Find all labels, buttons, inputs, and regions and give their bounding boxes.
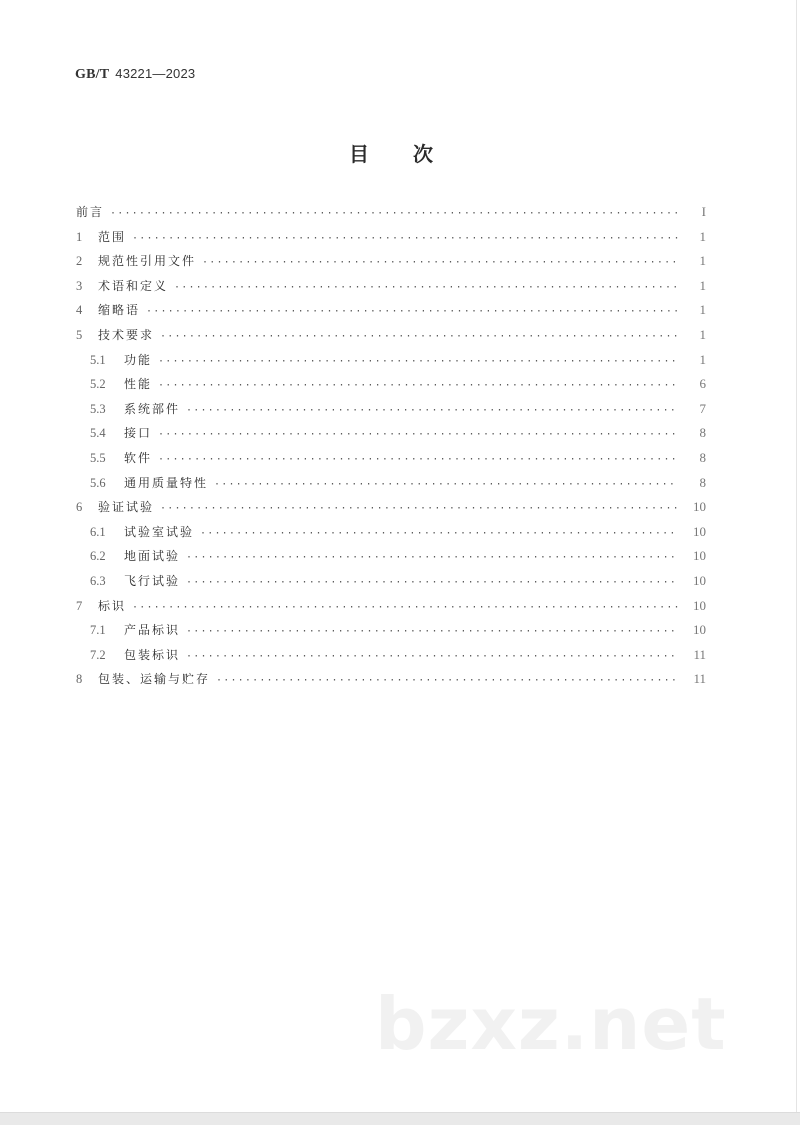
toc-entry-page: 10 <box>693 548 706 564</box>
toc-leader-dots <box>158 429 678 440</box>
page-separator <box>0 1112 800 1126</box>
toc-leader-dots <box>146 306 678 317</box>
toc-leader-dots <box>186 405 678 416</box>
toc-entry-number: 5.1 <box>90 352 106 367</box>
toc-leader-dots <box>186 651 678 662</box>
toc-entry[interactable] <box>76 498 706 523</box>
toc-entry-number: 5.4 <box>90 426 106 441</box>
toc-entry[interactable] <box>76 523 706 548</box>
toc-entry-label: 技术要求 <box>98 327 155 342</box>
toc-entry-page: 8 <box>699 425 706 441</box>
toc-entry[interactable] <box>76 228 706 253</box>
toc-entry[interactable] <box>76 597 706 622</box>
toc-entry-page: 11 <box>693 671 706 687</box>
toc-entry-page: I <box>701 204 706 219</box>
toc-leader-dots <box>186 626 678 637</box>
toc-entry-page: 10 <box>693 499 706 515</box>
toc-entry-label: 术语和定义 <box>98 278 169 293</box>
toc-entry-number: 6.1 <box>90 524 106 539</box>
toc-leader-dots <box>158 356 678 367</box>
toc-entry-number: 6 <box>76 500 83 515</box>
toc-leader-dots <box>132 602 678 613</box>
toc-entry-page: 10 <box>693 597 706 613</box>
toc-leader-dots <box>110 208 678 219</box>
toc-title <box>0 138 782 167</box>
toc-title-char-1: 目 <box>349 142 369 166</box>
toc-entry-number: 6.3 <box>90 573 106 588</box>
toc-entry-label: 地面试验 <box>124 549 181 564</box>
toc-entry-label: 性能 <box>124 377 153 392</box>
toc-entry-number: 7.1 <box>90 623 106 638</box>
toc-entry-number: 5.3 <box>90 401 106 416</box>
toc-entry-label: 通用质量特性 <box>124 475 209 490</box>
toc-entry-label: 前言 <box>76 205 105 219</box>
toc-entry-label: 软件 <box>124 450 153 465</box>
toc-entry[interactable] <box>76 449 706 474</box>
toc-leader-dots <box>202 257 678 268</box>
toc-entry[interactable] <box>76 646 706 671</box>
toc-entry-number: 1 <box>76 229 83 244</box>
toc-entry[interactable] <box>76 277 706 302</box>
toc-entry-label: 标识 <box>98 598 127 613</box>
toc-entry[interactable] <box>76 424 706 449</box>
toc-entry-label: 接口 <box>124 426 153 441</box>
toc-entry[interactable] <box>76 547 706 572</box>
next-page-edge <box>0 1125 800 1134</box>
toc-entry[interactable] <box>76 326 706 351</box>
toc-leader-dots <box>160 503 678 514</box>
toc-leader-dots <box>158 380 678 391</box>
toc-entry-number: 4 <box>76 303 83 318</box>
toc-title-char-2: 次 <box>413 142 433 166</box>
toc-leader-dots <box>214 479 678 490</box>
toc-entry-label: 缩略语 <box>98 303 141 318</box>
toc-entry-page: 10 <box>693 572 706 588</box>
toc-entry-label: 包装标识 <box>124 647 181 662</box>
toc-entry[interactable] <box>76 670 706 695</box>
toc-entry-page: 7 <box>699 400 706 416</box>
toc-entry-label: 试验室试验 <box>124 524 195 539</box>
toc-entry-page: 11 <box>693 646 706 662</box>
toc-leader-dots <box>200 528 678 539</box>
toc-leader-dots <box>174 282 678 293</box>
toc-entry-number: 7.2 <box>90 647 106 662</box>
toc-entry[interactable] <box>76 252 706 277</box>
toc-entry-page: 1 <box>699 277 706 293</box>
standard-prefix: GB/T <box>75 67 110 82</box>
toc-entry-number: 8 <box>76 672 83 687</box>
toc-entry-page: 1 <box>699 351 706 367</box>
toc-entry-page: 1 <box>699 253 706 269</box>
toc-entry-number: 5 <box>76 327 83 342</box>
watermark: bzxz.net <box>375 982 727 1066</box>
toc-entry-number: 5.6 <box>90 475 106 490</box>
toc-entry-label: 包装、运输与贮存 <box>98 672 211 687</box>
standard-code <box>75 66 195 83</box>
toc-entry-label: 范围 <box>98 229 127 244</box>
toc-entry-label: 飞行试验 <box>124 573 181 588</box>
toc-leader-dots <box>132 233 678 244</box>
toc-entry-page: 6 <box>699 376 706 392</box>
toc-entry[interactable] <box>76 375 706 400</box>
toc-entry-page: 10 <box>693 622 706 638</box>
toc-entry-page: 8 <box>699 449 706 465</box>
toc-leader-dots <box>186 552 678 563</box>
toc-entry[interactable] <box>76 351 706 376</box>
toc-leader-dots <box>216 675 678 686</box>
toc-entry-label: 规范性引用文件 <box>98 254 197 269</box>
toc-entry-number: 2 <box>76 254 83 269</box>
toc-entry-page: 10 <box>693 523 706 539</box>
toc-entry-label: 系统部件 <box>124 401 181 416</box>
toc-entry-number: 3 <box>76 278 83 293</box>
toc-entry-number: 7 <box>76 598 83 613</box>
toc-entry[interactable] <box>76 400 706 425</box>
toc-entry-page: 1 <box>699 302 706 318</box>
toc-leader-dots <box>186 577 678 588</box>
toc-entry-label: 功能 <box>124 352 153 367</box>
toc-entry-page: 1 <box>699 228 706 244</box>
toc-entry-page: 1 <box>699 326 706 342</box>
toc-entry[interactable] <box>76 621 706 646</box>
toc-entry[interactable] <box>76 474 706 499</box>
toc-entry-number: 5.2 <box>90 377 106 392</box>
standard-number: 43221—2023 <box>115 66 196 81</box>
toc-leader-dots <box>158 454 678 465</box>
toc-entry-number: 5.5 <box>90 450 106 465</box>
toc-entry[interactable] <box>76 203 706 228</box>
toc-entry[interactable] <box>76 572 706 597</box>
toc-entry-number: 6.2 <box>90 549 106 564</box>
toc-entry-label: 产品标识 <box>124 623 181 638</box>
toc-leader-dots <box>160 331 678 342</box>
toc-entry[interactable] <box>76 301 706 326</box>
toc-entry-label: 验证试验 <box>98 500 155 515</box>
toc-entry-page: 8 <box>699 474 706 490</box>
table-of-contents <box>76 203 706 695</box>
